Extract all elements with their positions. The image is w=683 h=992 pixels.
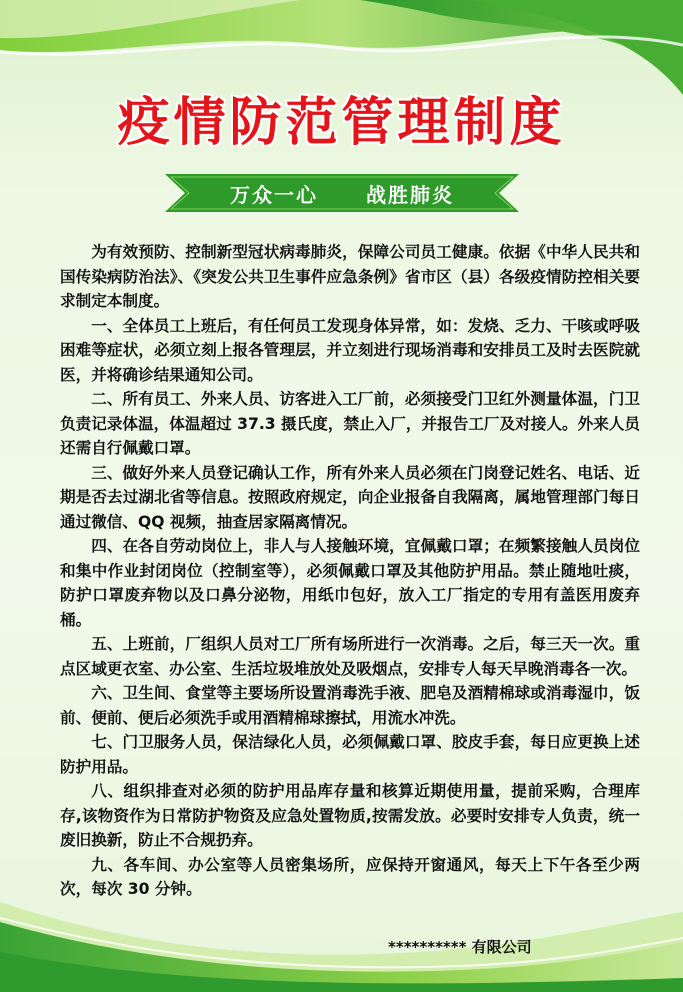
regulation-body [60, 240, 640, 902]
rule-paragraph: 四、在各自劳动岗位上，非人与人接触环境，宜佩戴口罩；在频繁接触人员岗位和集中作业封闭岗位（控制室等），必须佩戴口罩及其他防护用品。禁止随地吐痰，防护口罩废弃物以及口鼻分泌物，用纸巾包好，放入工厂指定的专用有盖医用废弃桶。 [60, 537, 640, 629]
rule-paragraph: 八、组织排查对必须的防护用品库存量和核算近期使用量，提前采购，合理库存,该物资作为日常防护物资及应急处置物质,按需发放。必要时安排专人负责，统一废旧换新，防止不合规扔弃。 [60, 782, 640, 849]
page-title: 疫情防范管理制度 [117, 93, 566, 153]
rule-paragraph: 三、做好外来人员登记确认工作，所有外来人员必须在门岗登记姓名、电话、近期是否去过湖北省等信息。按照政府规定，向企业报备自我隔离，属地管理部门每日通过微信、QQ 视频，抽查居家隔离情况。 [60, 463, 640, 531]
slogan-left: 万众一心 [230, 182, 318, 207]
rule-paragraph: 一、全体员工上班后，有任何员工发现身体异常，如：发烧、乏力、干咳或呼吸困难等症状，必须立刻上报各管理层，并立刻进行现场消毒和安排员工及时去医院就医，并将确诊结果通知公司。 [60, 316, 640, 384]
ribbon-shape [165, 172, 519, 214]
intro-paragraph: 为有效预防、控制新型冠状病毒肺炎，保障公司员工健康。依据《中华人民共和国传染病防治法》、《突发公共卫生事件应急条例》省市区（县）各级疫情防控相关要求制定本制度。 [60, 243, 640, 310]
rule-paragraph: 六、卫生间、食堂等主要场所设置消毒洗手液、肥皂及酒精棉球或消毒湿巾，饭前、便前、便后必须洗手或用酒精棉球擦拭，用流水冲洗。 [60, 684, 640, 727]
rule-paragraph: 七、门卫服务人员，保洁绿化人员，必须佩戴口罩、胶皮手套，每日应更换上述防护用品。 [60, 733, 640, 776]
slogan-right: 战胜肺炎 [366, 182, 454, 207]
rule-paragraph: 九、各车间、办公室等人员密集场所，应保持开窗通风，每天上下午各至少两次，每次 30 分钟。 [60, 855, 640, 898]
rule-paragraph: 五、上班前，厂组织人员对工厂所有场所进行一次消毒。之后，每三天一次。重点区域更衣室、办公室、生活垃圾堆放处及吸烟点，安排专人每天早晚消毒各一次。 [60, 635, 640, 678]
rule-paragraph: 二、所有员工、外来人员、访客进入工厂前，必须接受门卫红外测量体温，门卫负责记录体温，体温超过 37.3 摄氏度，禁止入厂，并报告工厂及对接人。外来人员还需自行佩戴口罩。 [60, 390, 640, 457]
company-signature: ********** 有限公司 [388, 938, 532, 956]
slogan-ribbon [165, 172, 519, 214]
bottom-wave-decoration [0, 882, 683, 992]
